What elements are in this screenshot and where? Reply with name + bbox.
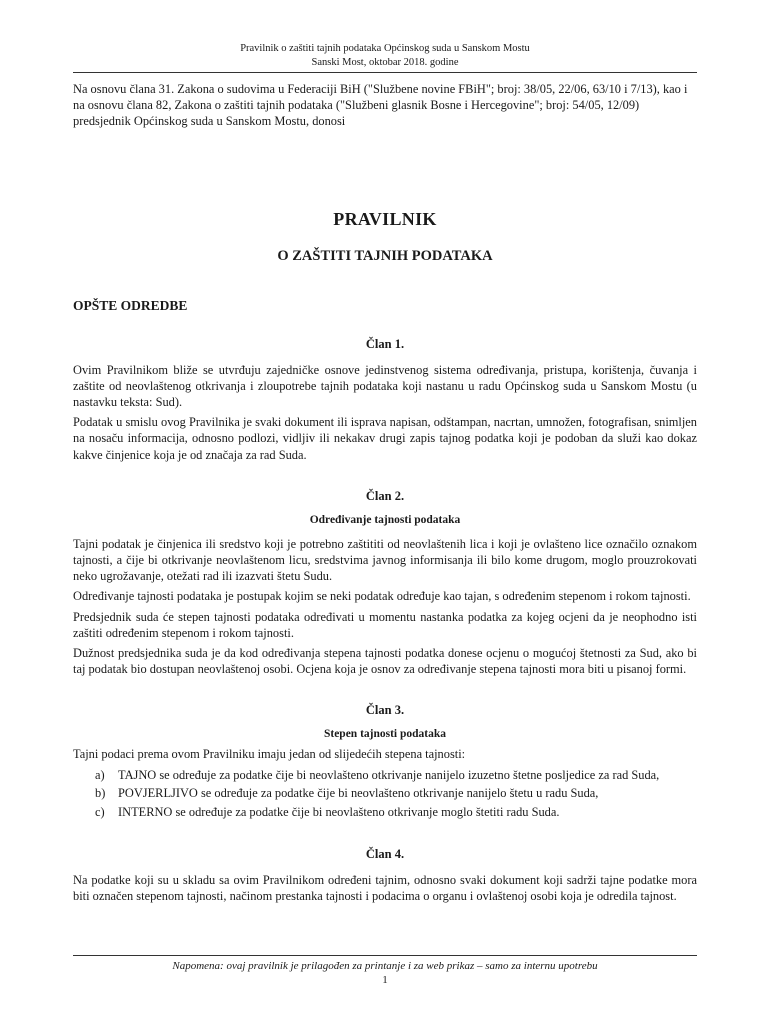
preamble: Na osnovu člana 31. Zakona o sudovima u Federaciji BiH ("Službene novine FBiH"; broj: 38/05, 22/06, 63/10 i 7/13), kao i na osnovu člana 82, Zakona o zaštiti tajnih podataka ("Službeni glasnik Bosne i Hercegovine"; broj: 54/05, 12/09) predsjednik Općinskog suda u Sanskom Mostu, donosi — [73, 82, 688, 129]
list-item-text: TAJNO se određuje za podatke čije bi neovlašteno otkrivanje nanijelo izuzetno štetne posljedice za rad Suda, — [118, 767, 660, 782]
footer-rule — [73, 955, 697, 956]
article-3-subheading: Stepen tajnosti podataka — [323, 728, 447, 741]
article-4-body — [73, 872, 697, 904]
running-header — [73, 0, 697, 70]
list-marker: b) — [95, 786, 106, 801]
article-1-body — [73, 362, 697, 463]
article-3-body — [73, 746, 697, 821]
article-2-paragraph: Određivanje tajnosti podataka je postupak kojim se neki podatak određuje kao tajan, s određenim stepenom i rokom tajnosti. — [73, 589, 691, 604]
article-2-paragraph: Dužnost predsjednika suda je da kod određivanja stepena tajnosti podatka donese ocjenu o mogućoj štetnosti za Sud, ako bi taj podatak bio dostupan neovlaštenoj osobi. Ocjena koja je osnov za određivanje stepena tajnosti mora biti u pisanoj formi. — [73, 646, 697, 677]
header-rule — [73, 72, 697, 73]
article-2-paragraph: Tajni podatak je činjenica ili sredstvo koji je potrebno zaštititi od neovlaštenih lica i koji je ovlašteno lice označilo oznakom tajnosti, a čije bi otkrivanje neovlaštenom licu, sredstvima javnog informisanja ili bilo kome drugom, moglo prouzrokovati neko ugrožavanje, otežati rad ili izazvati štetu Sudu. — [73, 536, 697, 584]
header-date: Sanski Most, oktobar 2018. godine — [311, 57, 459, 68]
article-3-lead: Tajni podaci prema ovom Pravilniku imaju jedan od slijedećih stepena tajnosti: — [73, 747, 466, 762]
article-1-heading: Član 1. — [365, 336, 405, 351]
footer-note: Napomena: ovaj pravilnik je prilagođen za printanje i za web prikaz – samo za internu upotrebu — [172, 960, 598, 972]
article-3-heading: Član 3. — [365, 703, 405, 718]
document-title: PRAVILNIK — [333, 208, 437, 229]
article-4-heading: Član 4. — [365, 847, 405, 862]
page-footer — [73, 955, 697, 987]
article-2-body — [73, 536, 697, 678]
article-1-paragraph: Podatak u smislu ovog Pravilnika je svaki dokument ili isprava napisan, odštampan, nacrtan, umnožen, fotografisan, snimljen na nosaču informacija, odnosno podlozi, vidljiv ili nekakav drugi zapis tajnog podatka koji je podoban da služi kao dokaz kakve činjenice koja je od značaja za rad Suda. — [73, 415, 697, 462]
secrecy-level-list — [73, 766, 697, 822]
article-2-paragraph: Predsjednik suda će stepen tajnosti podataka određivati u momentu nastanka podatka za kojeg ocjeni da je neophodno isti zaštiti određenim stepenom i rokom tajnosti. — [73, 609, 697, 640]
header-title: Pravilnik o zaštiti tajnih podataka Općinskog suda u Sanskom Mostu — [240, 43, 530, 54]
document-subtitle: O ZAŠTITI TAJNIH PODATAKA — [277, 247, 493, 264]
list-item-text: POVJERLJIVO se određuje za podatke čije bi neovlašteno otkrivanje nanijelo štetu u radu Suda, — [118, 786, 599, 801]
article-4-paragraph: Na podatke koji su u skladu sa ovim Pravilnikom određeni tajnim, odnosno svaki dokument koji sadrži tajne podatke mora biti označen stepenom tajnosti, načinom prestanka tajnosti i podacima o organu i ovlaštenoj osobi koja je odredila tajnost. — [73, 873, 697, 904]
article-2-heading: Član 2. — [365, 488, 405, 503]
list-item — [73, 784, 697, 803]
list-item — [73, 803, 697, 822]
list-item — [73, 766, 697, 785]
section-heading: OPŠTE ODREDBE — [73, 297, 188, 313]
list-marker: c) — [95, 804, 105, 819]
article-2-subheading: Određivanje tajnosti podataka — [309, 513, 461, 526]
article-1-paragraph: Ovim Pravilnikom bliže se utvrđuju zajedničke osnove jedinstvenog sistema određivanja, pristupa, korištenja, čuvanja i zaštite od neovlaštenog otkrivanja i zloupotrebe tajnih podataka koji nastanu u radu Općinskog suda u Sanskom Mostu (u nastavku teksta: Sud). — [73, 362, 697, 410]
list-item-text: INTERNO se određuje za podatke čije bi neovlašteno otkrivanje moglo štetiti radu Suda. — [118, 804, 560, 819]
document-page — [73, 0, 697, 905]
list-marker: a) — [95, 767, 105, 782]
page-number: 1 — [382, 974, 388, 986]
